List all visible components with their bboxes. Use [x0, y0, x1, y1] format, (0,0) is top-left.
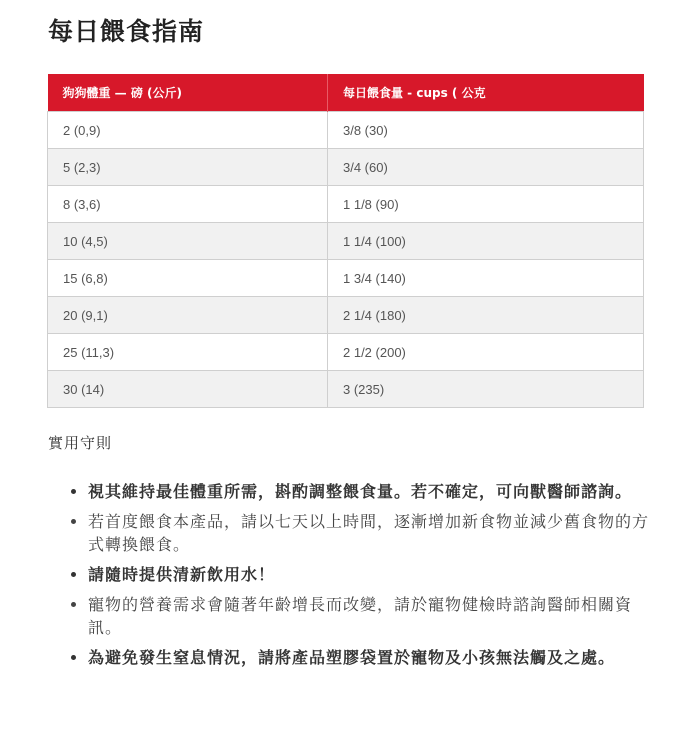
amount-cell: 3 (235): [328, 371, 644, 408]
table-row: [48, 297, 644, 334]
amount-cell: 2 1/2 (200): [328, 334, 644, 371]
weight-cell: 15 (6,8): [48, 260, 328, 297]
table-row: [48, 112, 644, 149]
guidelines-list: [66, 480, 658, 676]
table-header-row: [48, 74, 644, 112]
table-row: [48, 186, 644, 223]
table-row: [48, 371, 644, 408]
amount-cell: 3/4 (60): [328, 149, 644, 186]
guidelines-heading: 實用守則: [48, 434, 113, 452]
table-row: [48, 334, 644, 371]
amount-cell: 3/8 (30): [328, 112, 644, 149]
list-item: • 為避免發生窒息情況，請將產品塑膠袋置於寵物及小孩無法觸及之處。: [88, 646, 658, 669]
list-item: • 若首度餵食本產品，請以七天以上時間，逐漸增加新食物並減少舊食物的方式轉換餵食。: [88, 510, 658, 556]
weight-cell: 5 (2,3): [48, 149, 328, 186]
column-header-amount: 每日餵食量 - cups ( 公克: [328, 74, 644, 112]
list-item: • 請隨時提供清新飲用水！: [88, 563, 658, 586]
table-row: [48, 260, 644, 297]
table-row: [48, 223, 644, 260]
page-title: 每日餵食指南: [48, 17, 205, 46]
feeding-table: [47, 74, 644, 408]
list-item: • 寵物的營養需求會隨著年齡增長而改變，請於寵物健檢時諮詢醫師相關資訊。: [88, 593, 658, 639]
amount-cell: 1 1/4 (100): [328, 223, 644, 260]
weight-cell: 20 (9,1): [48, 297, 328, 334]
weight-cell: 8 (3,6): [48, 186, 328, 223]
weight-cell: 2 (0,9): [48, 112, 328, 149]
table-row: [48, 149, 644, 186]
weight-cell: 30 (14): [48, 371, 328, 408]
amount-cell: 1 1/8 (90): [328, 186, 644, 223]
column-header-weight: 狗狗體重 — 磅 (公斤): [48, 74, 328, 112]
amount-cell: 1 3/4 (140): [328, 260, 644, 297]
weight-cell: 10 (4,5): [48, 223, 328, 260]
list-item: • 視其維持最佳體重所需，斟酌調整餵食量。若不確定，可向獸醫師諮詢。: [88, 480, 658, 503]
amount-cell: 2 1/4 (180): [328, 297, 644, 334]
weight-cell: 25 (11,3): [48, 334, 328, 371]
